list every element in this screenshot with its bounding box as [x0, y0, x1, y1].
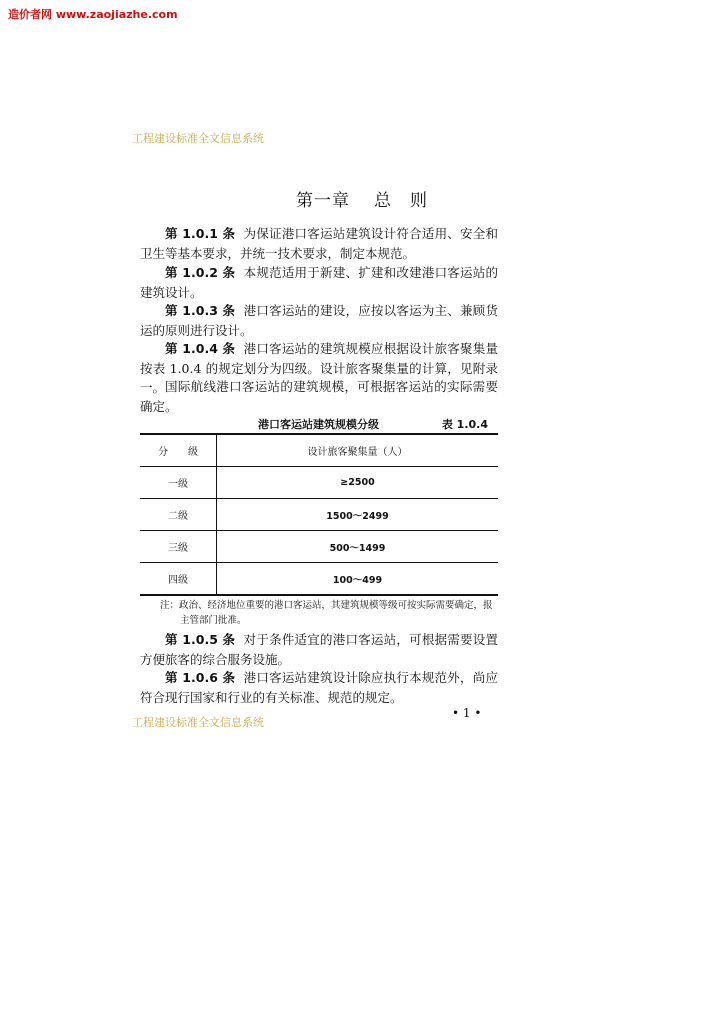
- chapter-number: 第一章: [296, 191, 350, 211]
- cell-grade: 四级: [140, 563, 217, 596]
- table-row: [140, 563, 498, 596]
- article-number: 第 1.0.6 条: [165, 670, 236, 685]
- site-label-top: 工程建设标准全文信息系统: [132, 132, 264, 145]
- table-row: [140, 499, 498, 531]
- article-1-0-3: [140, 301, 498, 340]
- cell-volume: 100～499: [217, 563, 499, 596]
- note-line: 注：政治、经济地位重要的港口客运站，其建筑规模等级可按实际需要确定，报: [160, 600, 493, 611]
- article-number: 第 1.0.5 条: [165, 632, 236, 647]
- cell-volume: 500～1499: [217, 531, 499, 563]
- cell-volume: ≥2500: [217, 467, 499, 499]
- chapter-name: 总 则: [374, 191, 428, 211]
- article-text: 港口客运站的建筑规模应根据设计旅客聚集量按表 1.0.4 的规定划分为四级。设计旅客聚集量的计算，见附录一。: [140, 341, 498, 395]
- article-text: 港口客运站的建设，应按以客运为主、兼顾货运的原则进行设计。: [140, 303, 498, 338]
- article-text: 为保证港口客运站建筑设计符合适用、安全和卫生等基本要求，并统一技术要求，制定本规范。: [140, 226, 498, 261]
- table-row: [140, 531, 498, 563]
- article-number: 第 1.0.4 条: [165, 341, 236, 356]
- cell-grade: 一级: [140, 467, 217, 499]
- article-number: 第 1.0.2 条: [165, 265, 236, 280]
- article-1-0-2: [140, 263, 498, 302]
- table-number: 表 1.0.4: [441, 418, 488, 431]
- article-1-0-1: [140, 224, 498, 263]
- site-label-bottom: 工程建设标准全文信息系统: [132, 716, 264, 729]
- cell-grade: 二级: [140, 499, 217, 531]
- note-line: 主管部门批准。: [180, 615, 247, 626]
- cell-volume: 1500～2499: [217, 499, 499, 531]
- article-text: 对于条件适宜的港口客运站，可根据需要设置方便旅客的综合服务设施。: [140, 632, 498, 667]
- scale-classification-table: [140, 433, 498, 596]
- table-note: [160, 598, 500, 628]
- article-number: 第 1.0.3 条: [165, 303, 236, 318]
- article-1-0-4-continuation: [140, 377, 498, 416]
- article-text: 本规范适用于新建、扩建和改建港口客运站的建筑设计。: [140, 265, 498, 300]
- header-grade: 分 级: [140, 434, 217, 467]
- cell-grade: 三级: [140, 531, 217, 563]
- chapter-title: [0, 186, 724, 211]
- article-text: 港口客运站建筑设计除应执行本规范外，尚应符合现行国家和行业的有关标准、规范的规定。: [140, 670, 498, 705]
- table-header-row: [140, 434, 498, 467]
- table-row: [140, 467, 498, 499]
- article-number: 第 1.0.1 条: [165, 226, 236, 241]
- header-passenger-volume: 设计旅客聚集量（人）: [217, 434, 499, 467]
- watermark-text: 造价者网 www.zaojiazhe.com: [8, 8, 178, 21]
- article-1-0-6: [140, 668, 498, 707]
- article-1-0-5: [140, 630, 498, 669]
- page-number: • 1 •: [452, 706, 482, 720]
- article-text: 国际航线港口客运站的建筑规模，可根据客运站的实际需要确定。: [140, 379, 498, 414]
- table-title: 港口客运站建筑规模分级: [258, 418, 379, 431]
